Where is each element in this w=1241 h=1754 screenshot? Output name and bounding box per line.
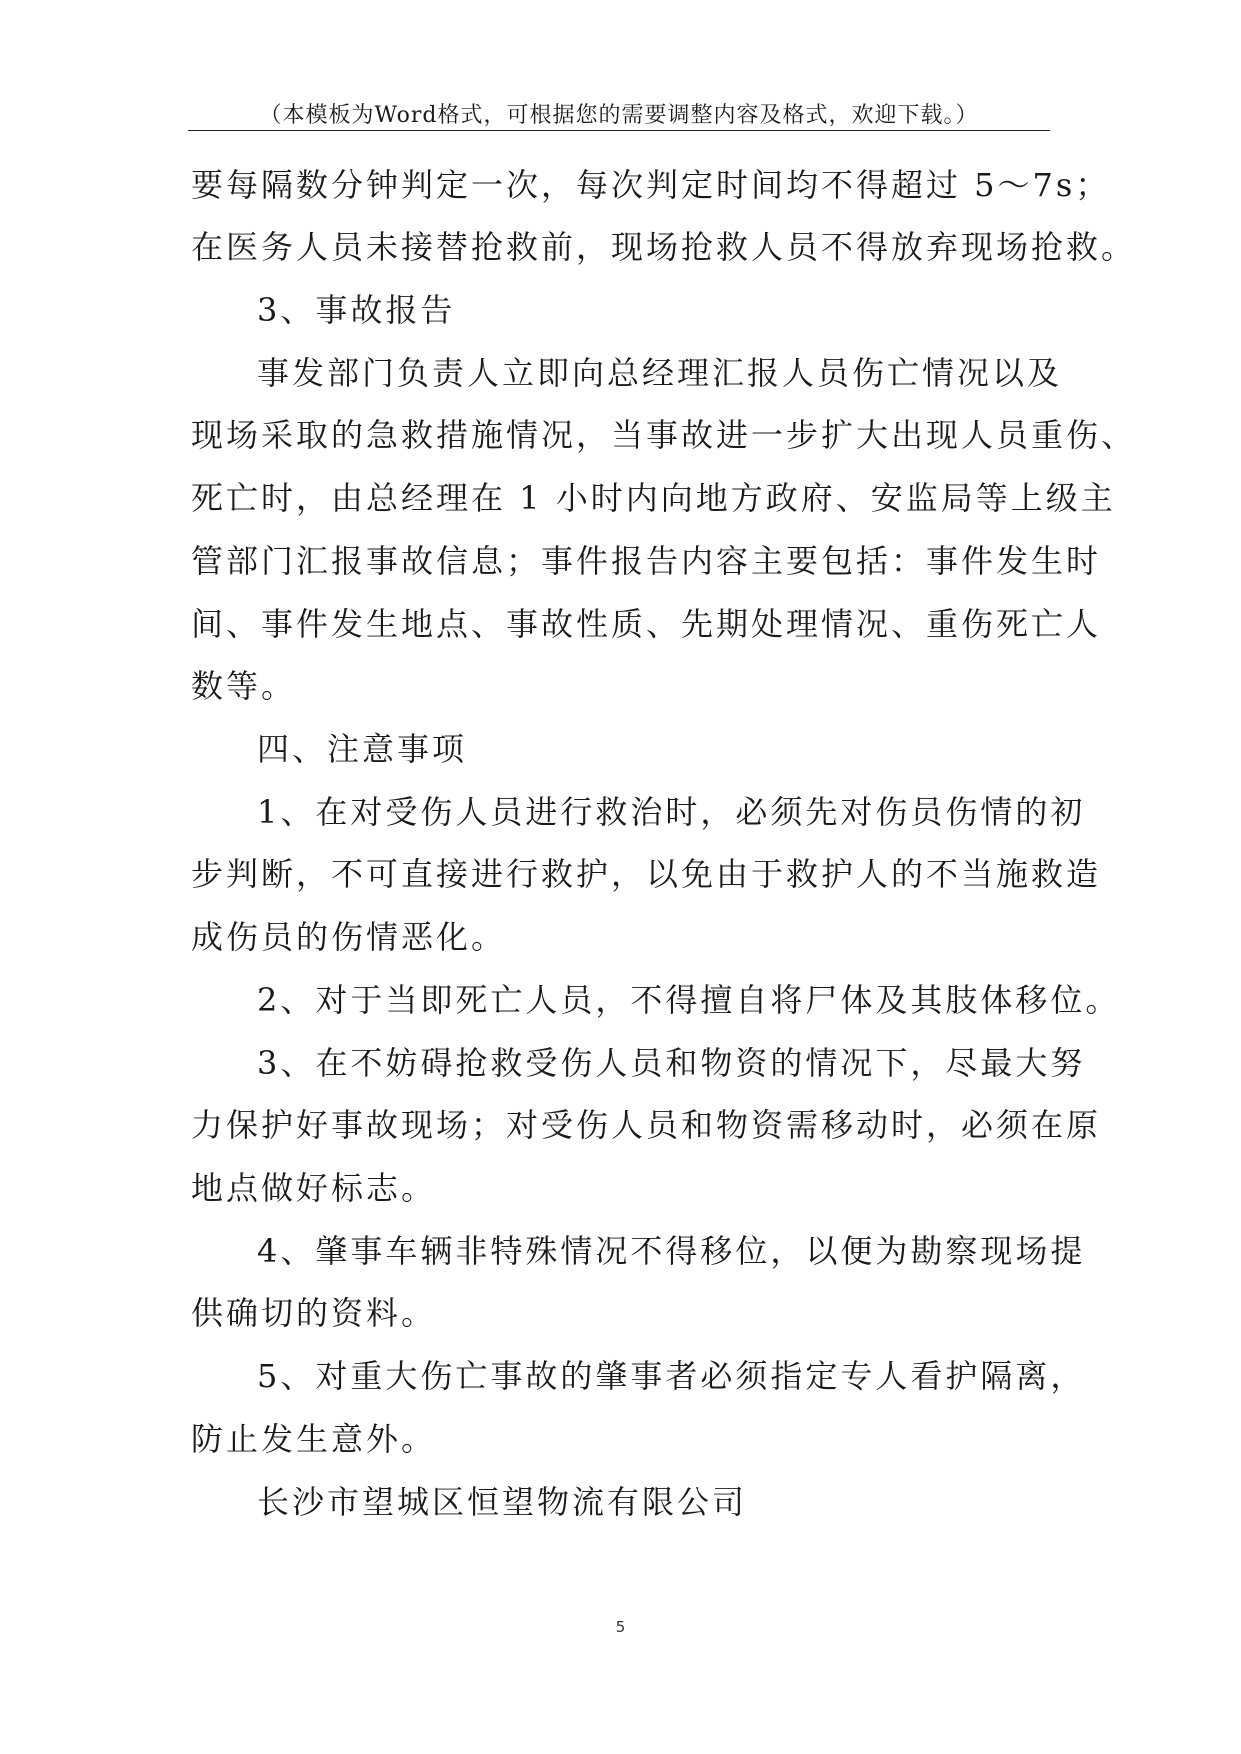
body-line: 步判断，不可直接进行救护，以免由于救护人的不当施救造 bbox=[191, 855, 1102, 893]
body-line: 成伤员的伤情恶化。 bbox=[191, 918, 507, 956]
body-line: 现场采取的急救措施情况，当事故进一步扩大出现人员重伤、 bbox=[191, 416, 1137, 454]
body-line: 要每隔数分钟判定一次，每次判定时间均不得超过 5～7s； bbox=[191, 166, 1111, 204]
body-line: 防止发生意外。 bbox=[191, 1420, 437, 1458]
section-heading: 四、注意事项 bbox=[257, 730, 468, 768]
section-heading: 3、事故报告 bbox=[257, 291, 456, 329]
body-line: 供确切的资料。 bbox=[191, 1294, 437, 1332]
body-line: 力保护好事故现场；对受伤人员和物资需移动时，必须在原 bbox=[191, 1106, 1102, 1144]
header-divider bbox=[188, 130, 1050, 131]
body-line: 1、在对受伤人员进行救治时，必须先对伤员伤情的初 bbox=[257, 793, 1086, 831]
body-line: 5、对重大伤亡事故的肇事者必须指定专人看护隔离， bbox=[257, 1357, 1086, 1395]
page-number: 5 bbox=[615, 1618, 626, 1636]
body-line: 3、在不妨碍抢救受伤人员和物资的情况下，尽最大努 bbox=[257, 1044, 1086, 1082]
body-line: 管部门汇报事故信息；事件报告内容主要包括：事件发生时 bbox=[191, 542, 1102, 580]
company-name: 长沙市望城区恒望物流有限公司 bbox=[257, 1483, 748, 1521]
body-line: 在医务人员未接替抢救前，现场抢救人员不得放弃现场抢救。 bbox=[191, 228, 1137, 266]
body-line: 4、肇事车辆非特殊情况不得移位，以便为勘察现场提 bbox=[257, 1232, 1086, 1270]
body-line: 地点做好标志。 bbox=[191, 1169, 437, 1207]
body-line: 数等。 bbox=[191, 667, 297, 705]
body-line: 间、事件发生地点、事故性质、先期处理情况、重伤死亡人 bbox=[191, 605, 1102, 643]
body-line: 死亡时，由总经理在 1 小时内向地方政府、安监局等上级主 bbox=[191, 479, 1116, 517]
body-line: 事发部门负责人立即向总经理汇报人员伤亡情况以及 bbox=[257, 354, 1063, 392]
template-notice: （本模板为Word格式，可根据您的需要调整内容及格式，欢迎下载。） bbox=[259, 103, 979, 128]
body-line: 2、对于当即死亡人员，不得擅自将尸体及其肢体移位。 bbox=[257, 981, 1121, 1019]
